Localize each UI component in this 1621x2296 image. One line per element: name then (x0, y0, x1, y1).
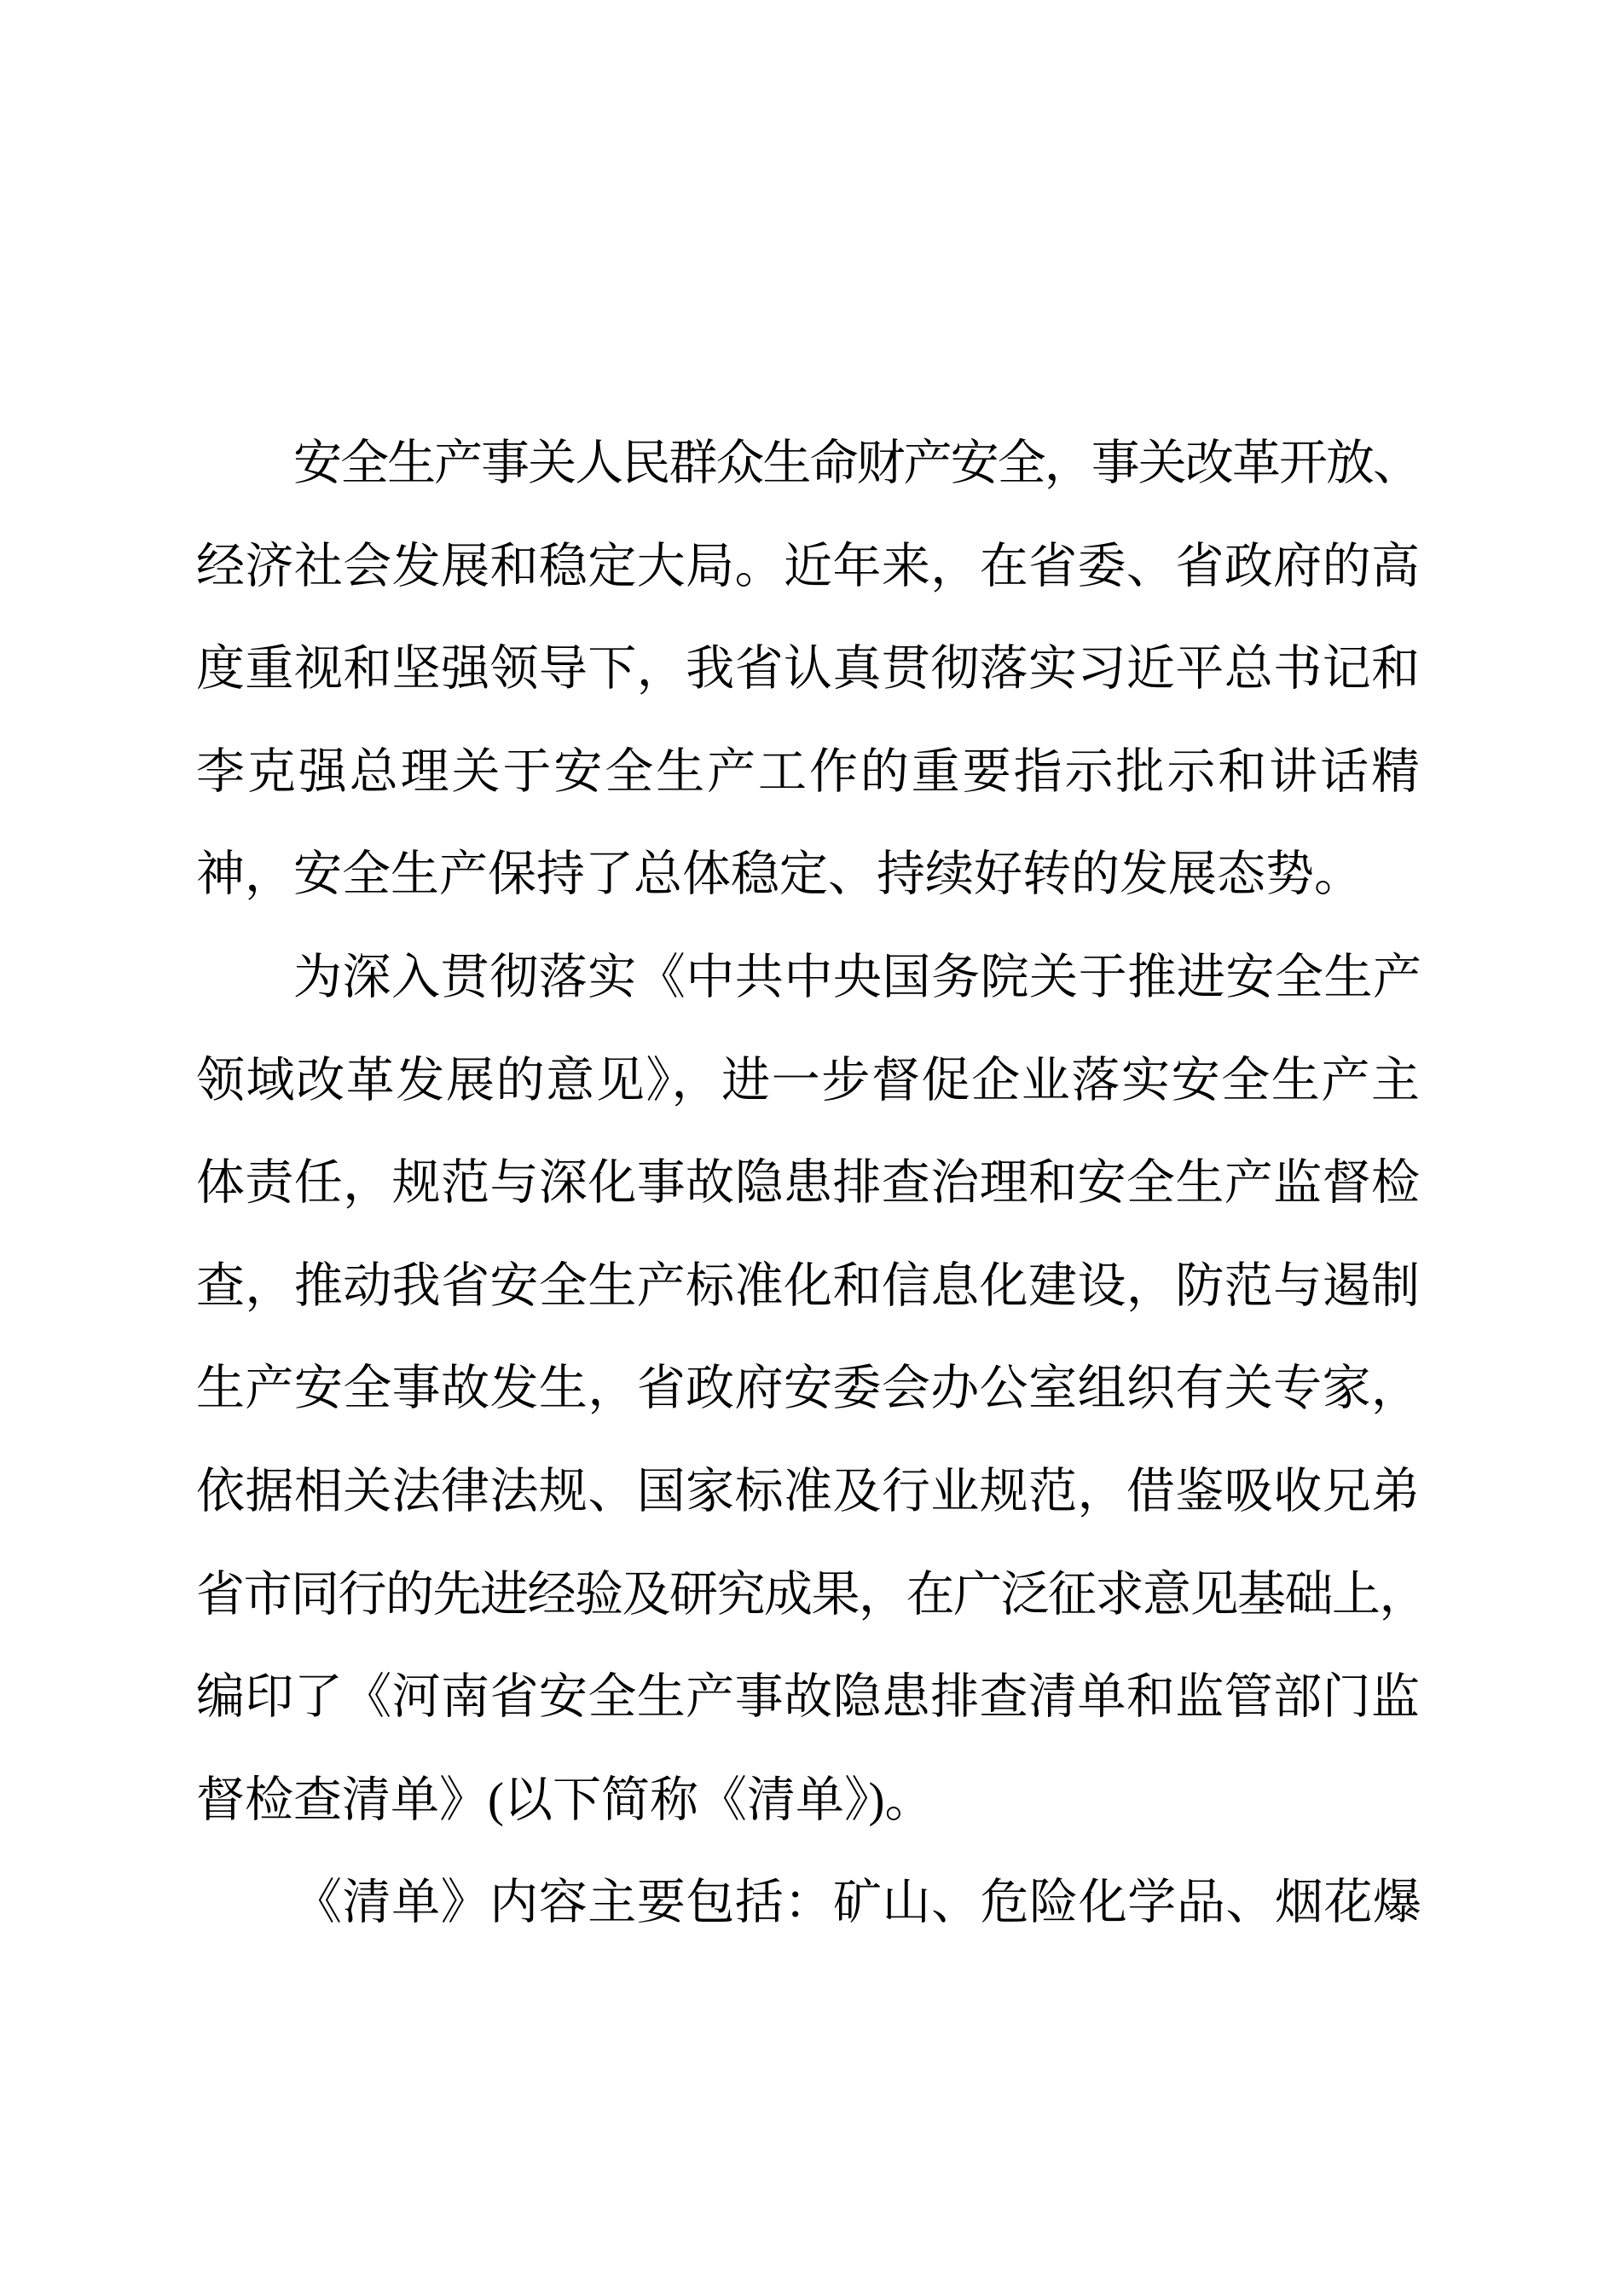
text-line: 查，推动我省安全生产标准化和信息化建设，防范与遏制 (196, 1258, 1420, 1313)
text-line: 省市同行的先进经验及研究成果，在广泛征求意见基础上， (196, 1567, 1427, 1622)
text-line: 编印了《河南省安全生产事故隐患排查清单和监管部门监 (196, 1670, 1420, 1725)
paragraph (196, 1852, 1420, 1955)
text-line: 神，安全生产保持了总体稳定、持续好转的发展态势。 (196, 847, 1363, 902)
text-line: 安全生产事关人民群众生命财产安全，事关改革开放、 (293, 437, 1420, 490)
text-line: 《清单》内容主要包括：矿山、危险化学品、烟花爆 (293, 1876, 1420, 1930)
text-line: 领域改革发展的意见》，进一步督促企业落实安全生产主 (196, 1053, 1420, 1108)
text-line: 经济社会发展和稳定大局。近年来，在省委、省政府的高 (196, 539, 1420, 593)
document-body (196, 413, 1427, 1955)
text-line: 度重视和坚强领导下，我省认真贯彻落实习近平总书记和 (196, 642, 1420, 697)
text-line: 督检查清单》(以下简称《清单》)。 (196, 1773, 934, 1827)
text-line: 李克强总理关于安全生产工作的重要指示批示和讲话精 (196, 744, 1420, 799)
paragraph (196, 413, 1420, 927)
text-line: 体责任，规范与深化事故隐患排查治理和安全生产监督检 (196, 1156, 1420, 1211)
text-line: 依据相关法律法规、国家标准及行业规范，借鉴吸收兄弟 (196, 1464, 1420, 1518)
text-line: 为深入贯彻落实《中共中央国务院关于推进安全生产 (293, 950, 1420, 1004)
text-line: 生产安全事故发生，省政府安委会办公室组织有关专家， (196, 1362, 1420, 1416)
paragraph (196, 927, 1427, 1852)
